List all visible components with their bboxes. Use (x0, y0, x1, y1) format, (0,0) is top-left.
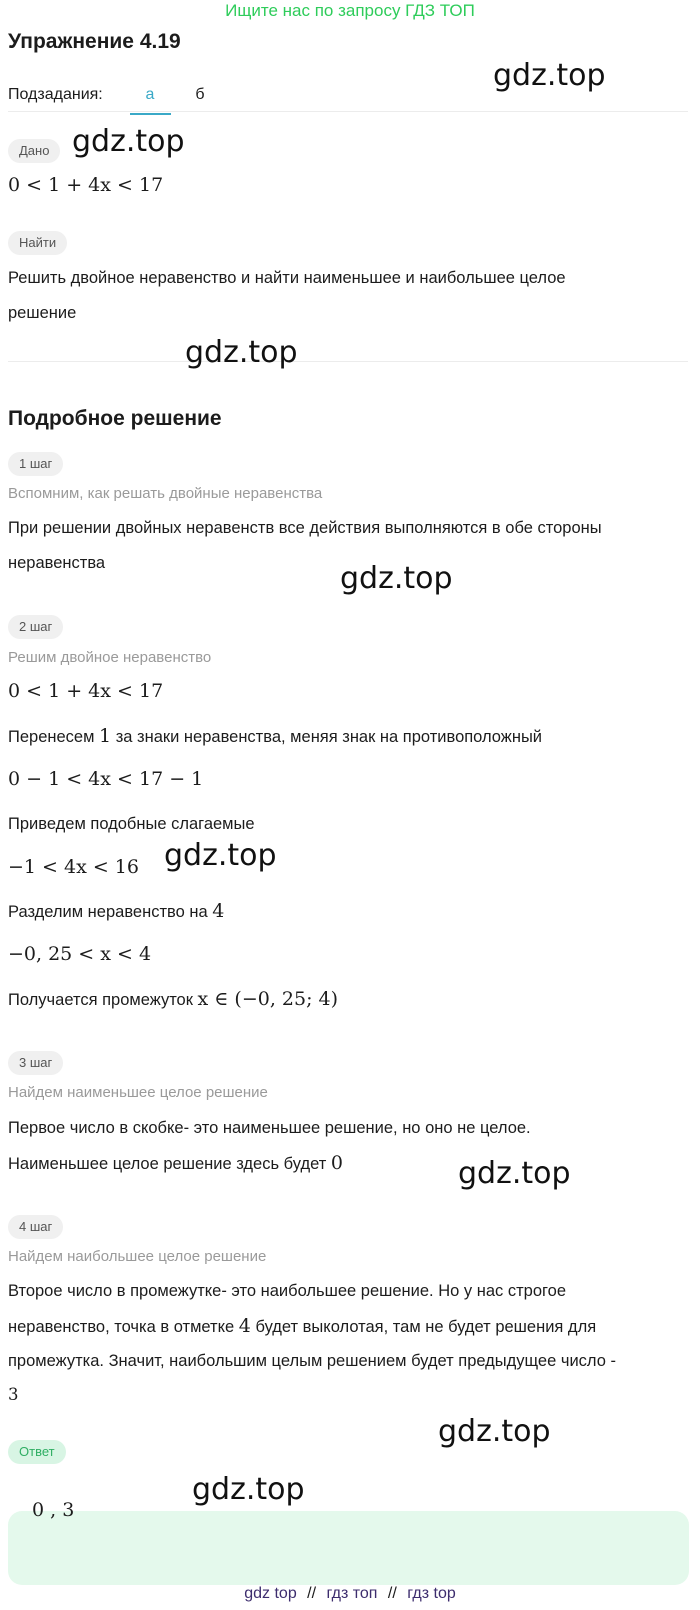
tab-a[interactable]: а (145, 86, 155, 103)
watermark: gdz.top (340, 561, 453, 596)
step-4-line1: Второе число в промежутке- это наибольшее решение. Но у нас строгое (8, 1282, 567, 1300)
step-2-math-4: −0, 25 < x < 4 (8, 943, 152, 965)
footer-link-gdz-top-ru[interactable]: гдз топ (326, 1585, 378, 1602)
find-badge: Найти (8, 231, 67, 255)
step-3-badge: 3 шаг (8, 1051, 63, 1075)
tab-b[interactable]: б (195, 86, 205, 103)
step-2-text-4: Получается промежуток x ∈ (−0, 25; 4) (8, 988, 339, 1010)
step-3-hint: Найдем наименьшее целое решение (8, 1084, 268, 1101)
watermark: gdz.top (438, 1414, 551, 1449)
footer-link-gdz-top[interactable]: gdz top (244, 1585, 297, 1602)
step-2-hint: Решим двойное неравенство (8, 649, 212, 666)
divider (8, 111, 688, 112)
step-4-line2: неравенство, точка в отметке 4 будет выколотая, там не будет решения для (8, 1315, 597, 1337)
answer-value: 0 , 3 (32, 1499, 75, 1521)
footer-links (0, 1585, 700, 1603)
watermark: gdz.top (192, 1472, 305, 1507)
given-math: 0 < 1 + 4x < 17 (8, 174, 164, 196)
step-1-badge: 1 шаг (8, 452, 63, 476)
step-4-line3: промежутка. Значит, наибольшим целым решением будет предыдущее число - (8, 1352, 617, 1370)
watermark: gdz.top (164, 838, 277, 873)
step-2-text-3: Разделим неравенство на 4 (8, 900, 225, 922)
step-3-line2: Наименьшее целое решение здесь будет 0 (8, 1152, 343, 1174)
subtasks-label: Подзадания: (8, 86, 103, 103)
watermark: gdz.top (72, 124, 185, 159)
watermark: gdz.top (185, 335, 298, 370)
given-badge: Дано (8, 139, 60, 163)
solution-heading: Подробное решение (8, 407, 222, 430)
footer-separator: // (387, 1585, 397, 1602)
watermark: gdz.top (458, 1156, 571, 1191)
answer-badge: Ответ (8, 1440, 66, 1464)
find-text-line1: Решить двойное неравенство и найти наименьшее и наибольшее целое (8, 269, 566, 287)
step-2-math-2: 0 − 1 < 4x < 17 − 1 (8, 768, 204, 790)
step-4-line4: 3 (8, 1385, 19, 1404)
answer-box (8, 1511, 689, 1585)
step-1-line2: неравенства (8, 554, 106, 572)
step-2-math-3: −1 < 4x < 16 (8, 856, 139, 878)
step-4-hint: Найдем наибольшее целое решение (8, 1248, 267, 1265)
step-2-math-1: 0 < 1 + 4x < 17 (8, 680, 164, 702)
step-1-line1: При решении двойных неравенств все действия выполняются в обе стороны (8, 519, 602, 537)
step-2-text-1: Перенесем 1 за знаки неравенства, меняя знак на противоположный (8, 725, 543, 747)
find-text-line2: решение (8, 304, 77, 322)
search-banner[interactable]: Ищите нас по запросу ГДЗ ТОП (225, 1, 475, 20)
step-2-badge: 2 шаг (8, 615, 63, 639)
active-tab-indicator (130, 113, 171, 115)
step-2-text-2: Приведем подобные слагаемые (8, 815, 255, 833)
step-3-line1: Первое число в скобке- это наименьшее решение, но оно не целое. (8, 1119, 531, 1137)
step-1-hint: Вспомним, как решать двойные неравенства (8, 485, 323, 502)
step-4-badge: 4 шаг (8, 1215, 63, 1239)
page-title: Упражнение 4.19 (8, 30, 181, 53)
footer-link-gdz-top-mixed[interactable]: гдз top (407, 1585, 456, 1602)
divider (8, 361, 688, 362)
watermark: gdz.top (493, 58, 606, 93)
footer-separator: // (307, 1585, 317, 1602)
